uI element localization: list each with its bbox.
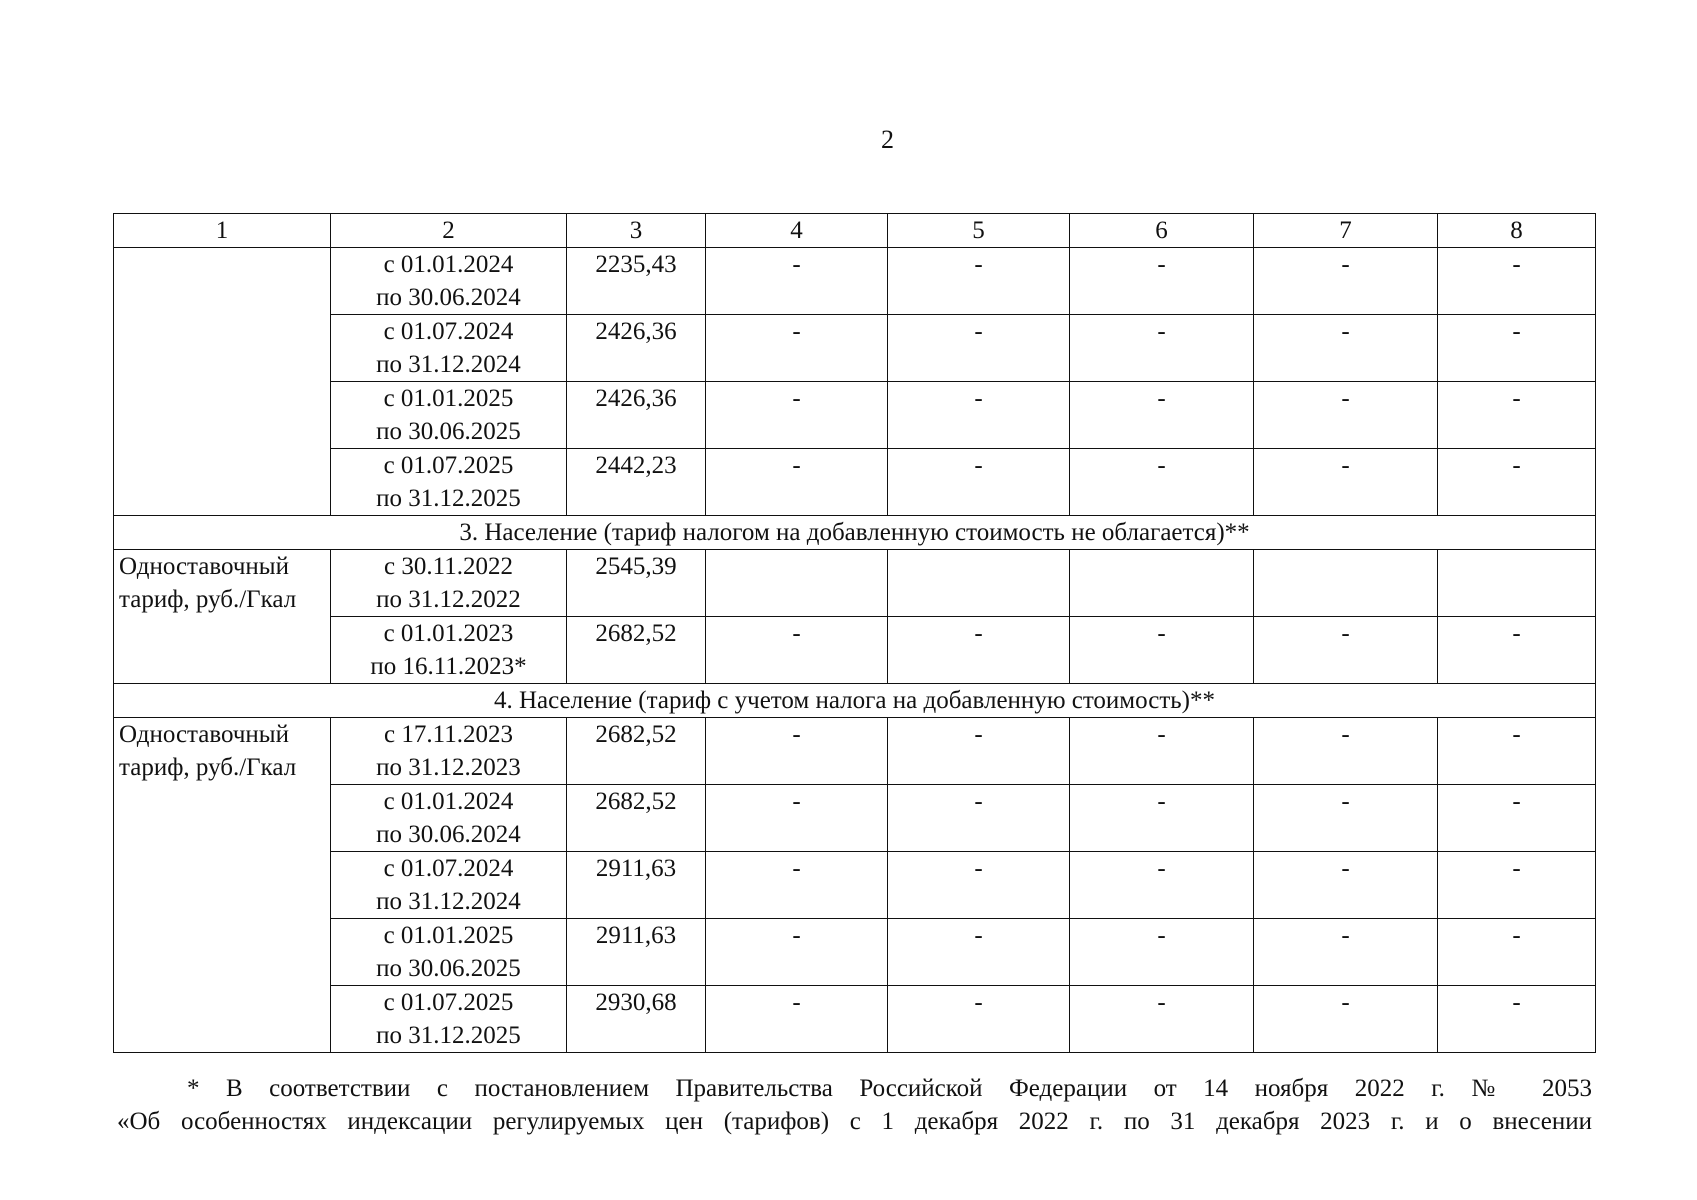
- column-4-cell: -: [706, 986, 888, 1053]
- table-row: [114, 919, 1596, 986]
- tariff-type-cell: [114, 248, 331, 516]
- column-number: 4: [706, 214, 888, 248]
- table-row: [114, 550, 1596, 617]
- column-7-cell: -: [1254, 919, 1438, 986]
- period-from: с 01.01.2024: [383, 788, 514, 815]
- period-to: по 30.06.2024: [376, 821, 521, 848]
- tariff-value-cell: 2426,36: [567, 382, 706, 449]
- column-5-cell: -: [888, 986, 1070, 1053]
- period-from: с 01.01.2023: [383, 620, 514, 647]
- group-a: [114, 248, 1596, 516]
- period-cell: [331, 919, 567, 986]
- table-row: [114, 986, 1596, 1053]
- period-cell: [331, 550, 567, 617]
- column-5-cell: -: [888, 852, 1070, 919]
- column-5-cell: -: [888, 785, 1070, 852]
- column-7-cell: -: [1254, 248, 1438, 315]
- column-8-cell: -: [1438, 315, 1596, 382]
- tariff-value-cell: 2682,52: [567, 785, 706, 852]
- table-row: [114, 718, 1596, 785]
- column-6-cell: -: [1070, 986, 1254, 1053]
- period-from: с 01.07.2024: [383, 855, 514, 882]
- tariff-value-cell: 2442,23: [567, 449, 706, 516]
- period-from: с 01.07.2025: [383, 989, 514, 1016]
- tariff-value-cell: 2545,39: [567, 550, 706, 617]
- period-cell: [331, 315, 567, 382]
- column-6-cell: -: [1070, 718, 1254, 785]
- period-to: по 30.06.2024: [376, 284, 521, 311]
- period-to: по 31.12.2024: [376, 351, 521, 378]
- tariff-type-cell: [114, 718, 331, 1053]
- period-to: по 30.06.2025: [376, 955, 521, 982]
- column-8-cell: -: [1438, 617, 1596, 684]
- column-4-cell: -: [706, 382, 888, 449]
- section-title: 3. Население (тариф налогом на добавленную стоимость не облагается)**: [114, 516, 1596, 550]
- tariff-value-cell: 2930,68: [567, 986, 706, 1053]
- column-5-cell: -: [888, 919, 1070, 986]
- table-row: [114, 248, 1596, 315]
- column-8-cell: -: [1438, 248, 1596, 315]
- period-from: с 01.07.2025: [383, 452, 514, 479]
- column-7-cell: -: [1254, 382, 1438, 449]
- column-5-cell: -: [888, 248, 1070, 315]
- table-row: [114, 449, 1596, 516]
- tariff-value-cell: 2911,63: [567, 852, 706, 919]
- column-4-cell: -: [706, 449, 888, 516]
- tariff-type-line: Одноставочный: [119, 553, 289, 580]
- column-4-cell: -: [706, 248, 888, 315]
- period-from: с 30.11.2022: [384, 553, 513, 580]
- tariff-type-line: Одноставочный: [119, 721, 289, 748]
- period-to: по 31.12.2022: [376, 586, 521, 613]
- table-row: [114, 315, 1596, 382]
- column-7-cell: -: [1254, 718, 1438, 785]
- column-8-cell: -: [1438, 852, 1596, 919]
- column-5-cell: -: [888, 382, 1070, 449]
- period-cell: [331, 617, 567, 684]
- column-4-cell: -: [706, 785, 888, 852]
- footnote-line-2: «Об особенностях индексации регулируемых цен (тарифов) с 1 декабря 2022 г. по 31 декабря 2023 г. и о внесении: [117, 1108, 1592, 1135]
- tariff-type-cell: [114, 550, 331, 684]
- column-5-cell: -: [888, 718, 1070, 785]
- column-5-cell: [888, 550, 1070, 617]
- column-6-cell: -: [1070, 852, 1254, 919]
- section-4: [114, 684, 1596, 1053]
- period-cell: [331, 852, 567, 919]
- column-number: 2: [331, 214, 567, 248]
- section-title-row: [114, 684, 1596, 718]
- column-4-cell: -: [706, 315, 888, 382]
- column-6-cell: -: [1070, 315, 1254, 382]
- column-4-cell: -: [706, 919, 888, 986]
- tariff-value-cell: 2235,43: [567, 248, 706, 315]
- period-to: по 31.12.2023: [376, 754, 521, 781]
- table-row: [114, 382, 1596, 449]
- column-number: 6: [1070, 214, 1254, 248]
- column-5-cell: -: [888, 449, 1070, 516]
- period-to: по 30.06.2025: [376, 418, 521, 445]
- period-cell: [331, 986, 567, 1053]
- column-6-cell: -: [1070, 382, 1254, 449]
- column-6-cell: -: [1070, 919, 1254, 986]
- period-to: по 31.12.2025: [376, 1022, 521, 1049]
- period-from: с 17.11.2023: [384, 721, 513, 748]
- column-5-cell: -: [888, 315, 1070, 382]
- period-to: по 16.11.2023*: [370, 653, 527, 680]
- column-number: 5: [888, 214, 1070, 248]
- section-3: [114, 516, 1596, 684]
- tariff-value-cell: 2682,52: [567, 617, 706, 684]
- column-number: 3: [567, 214, 706, 248]
- column-6-cell: -: [1070, 617, 1254, 684]
- column-4-cell: [706, 550, 888, 617]
- column-number: 1: [114, 214, 331, 248]
- column-8-cell: -: [1438, 986, 1596, 1053]
- section-title: 4. Население (тариф с учетом налога на добавленную стоимость)**: [114, 684, 1596, 718]
- column-6-cell: -: [1070, 785, 1254, 852]
- period-from: с 01.01.2025: [383, 922, 514, 949]
- section-title-row: [114, 516, 1596, 550]
- tariff-value-cell: 2682,52: [567, 718, 706, 785]
- column-6-cell: [1070, 550, 1254, 617]
- column-4-cell: -: [706, 852, 888, 919]
- column-8-cell: [1438, 550, 1596, 617]
- tariff-type-line: тариф, руб./Гкал: [119, 586, 297, 613]
- footnote: [117, 1072, 1592, 1138]
- tariff-value-cell: 2911,63: [567, 919, 706, 986]
- period-cell: [331, 718, 567, 785]
- column-number: 8: [1438, 214, 1596, 248]
- tariff-value-cell: 2426,36: [567, 315, 706, 382]
- column-8-cell: -: [1438, 449, 1596, 516]
- page-number: 2: [881, 125, 894, 154]
- table-header-row: [114, 214, 1596, 248]
- column-7-cell: -: [1254, 617, 1438, 684]
- column-7-cell: -: [1254, 315, 1438, 382]
- period-cell: [331, 785, 567, 852]
- table-row: [114, 785, 1596, 852]
- period-from: с 01.01.2024: [383, 251, 514, 278]
- column-4-cell: -: [706, 617, 888, 684]
- column-8-cell: -: [1438, 919, 1596, 986]
- tariff-type-line: тариф, руб./Гкал: [119, 754, 297, 781]
- footnote-line-1: * В соответствии с постановлением Правительства Российской Федерации от 14 ноября 2022 г. № 2053: [187, 1075, 1592, 1102]
- period-to: по 31.12.2024: [376, 888, 521, 915]
- column-7-cell: -: [1254, 986, 1438, 1053]
- column-8-cell: -: [1438, 382, 1596, 449]
- period-cell: [331, 382, 567, 449]
- period-to: по 31.12.2025: [376, 485, 521, 512]
- period-cell: [331, 449, 567, 516]
- column-4-cell: -: [706, 718, 888, 785]
- column-number: 7: [1254, 214, 1438, 248]
- column-5-cell: -: [888, 617, 1070, 684]
- column-7-cell: [1254, 550, 1438, 617]
- table-row: [114, 617, 1596, 684]
- column-7-cell: -: [1254, 449, 1438, 516]
- column-7-cell: -: [1254, 785, 1438, 852]
- column-8-cell: -: [1438, 785, 1596, 852]
- period-cell: [331, 248, 567, 315]
- period-from: с 01.07.2024: [383, 318, 514, 345]
- table-row: [114, 852, 1596, 919]
- period-from: с 01.01.2025: [383, 385, 514, 412]
- column-8-cell: -: [1438, 718, 1596, 785]
- column-7-cell: -: [1254, 852, 1438, 919]
- tariff-table: [113, 213, 1596, 1053]
- column-6-cell: -: [1070, 449, 1254, 516]
- column-6-cell: -: [1070, 248, 1254, 315]
